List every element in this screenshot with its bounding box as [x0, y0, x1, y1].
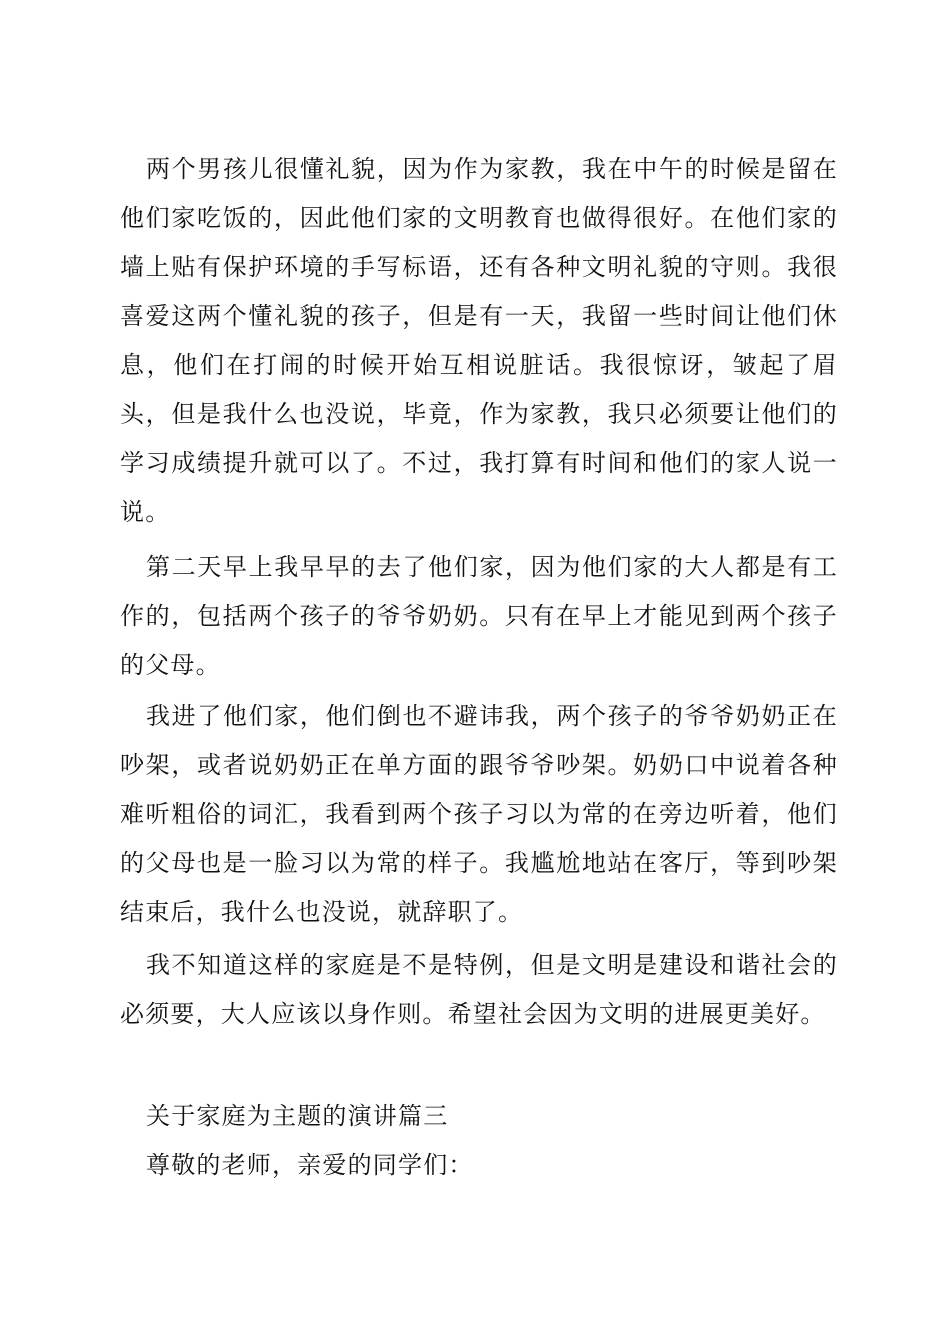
paragraph-conclusion: 我不知道这样的家庭是不是特例，但是文明是建设和谐社会的必须要，大人应该以身作则。希望社会因为文明的进展更美好。: [120, 951, 838, 1028]
paragraph-quarrel: 我进了他们家，他们倒也不避讳我，两个孩子的爷爷奶奶正在吵架，或者说奶奶正在单方面的跟爷爷吵架。奶奶口中说着各种难听粗俗的词汇，我看到两个孩子习以为常的在旁边听着，他们的父母也是一脸习以为常的样子。我尴尬地站在客厅，等到吵架结束后，我什么也没说，就辞职了。: [120, 702, 838, 926]
paragraph-next-morning: 第二天早上我早早的去了他们家，因为他们家的大人都是有工作的，包括两个孩子的爷爷奶奶。只有在早上才能见到两个孩子的父母。: [120, 553, 838, 679]
paragraph-tutor-story: 两个男孩儿很懂礼貌，因为作为家教，我在中午的时候是留在他们家吃饭的，因此他们家的文明教育也做得很好。在他们家的墙上贴有保护环境的手写标语，还有各种文明礼貌的守则。我很喜爱这两个懂礼貌的孩子，但是有一天，我留一些时间让他们休息，他们在打闹的时候开始互相说脏话。我很惊讶，皱起了眉头，但是我什么也没说，毕竟，作为家教，我只必须要让他们的学习成绩提升就可以了。不过，我打算有时间和他们的家人说一说。: [120, 155, 838, 526]
salutation: 尊敬的老师，亲爱的同学们：: [146, 1151, 474, 1179]
section-title: 关于家庭为主题的演讲篇三: [146, 1102, 449, 1130]
